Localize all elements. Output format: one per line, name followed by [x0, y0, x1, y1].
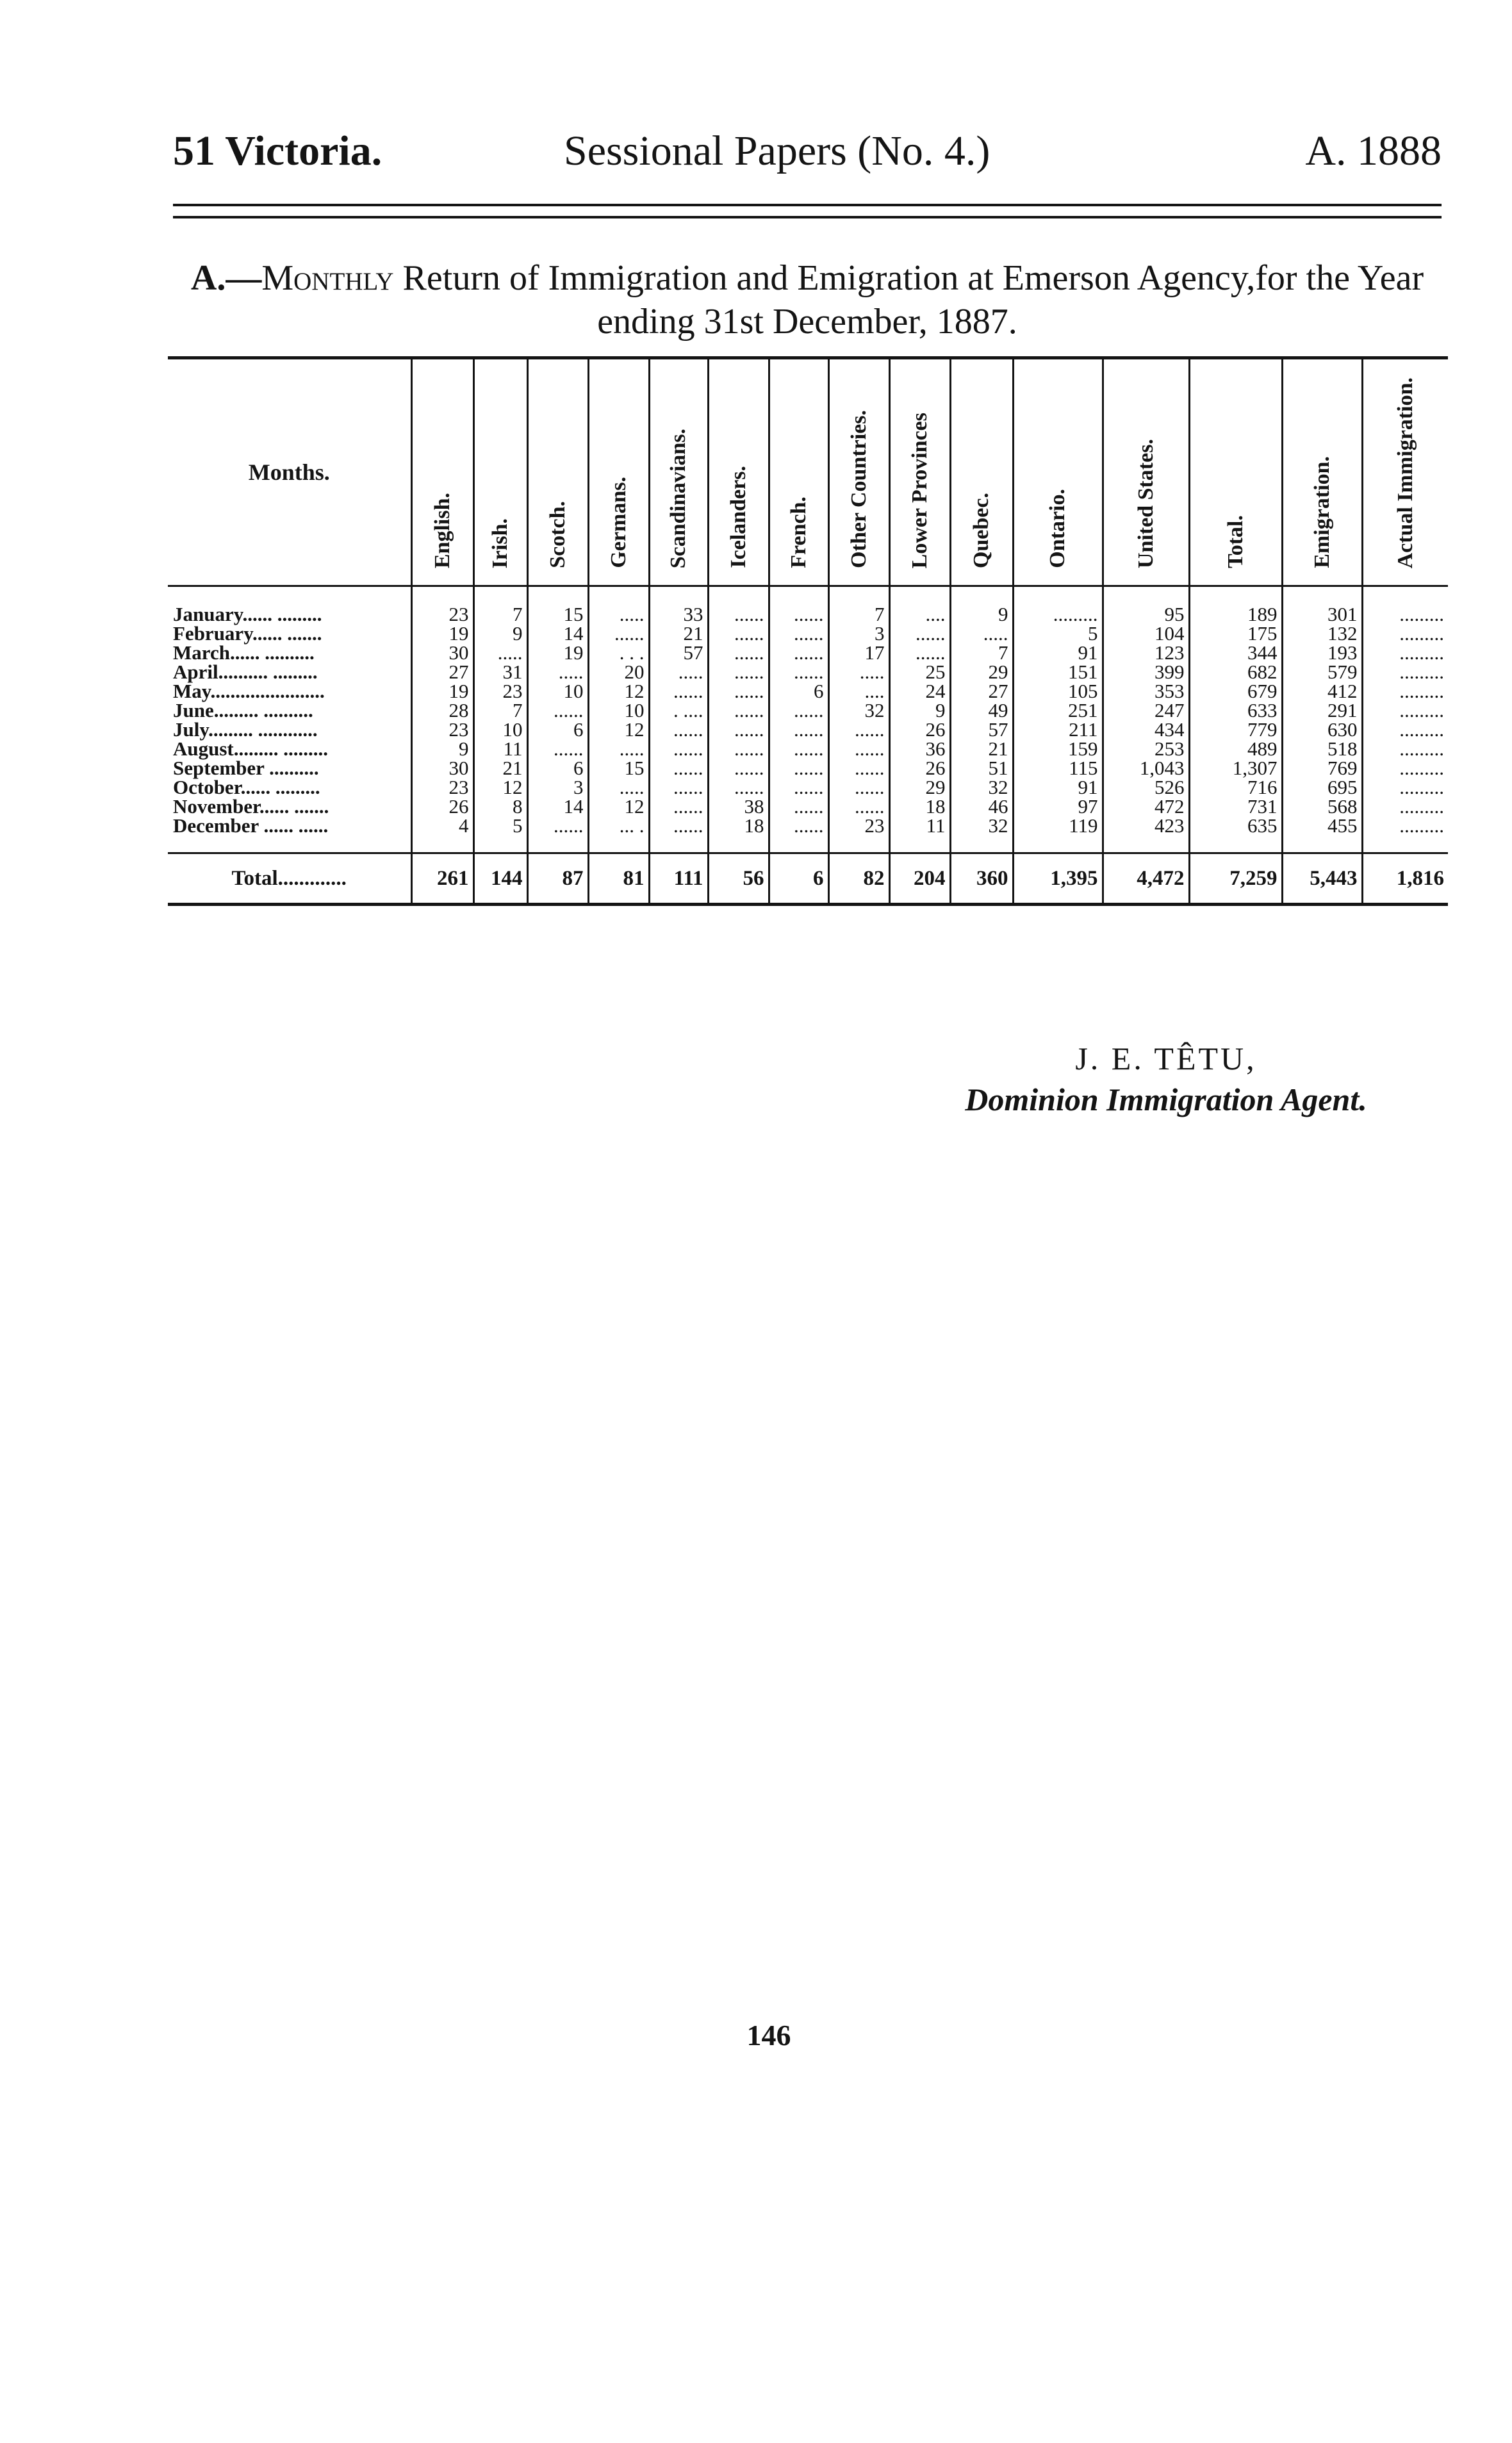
table-cell: ...... — [649, 759, 708, 778]
table-cell: 472 — [1103, 797, 1189, 816]
table-cell: ...... — [769, 759, 828, 778]
table-cell: 27 — [411, 662, 473, 682]
total-cell: 5,443 — [1282, 853, 1362, 905]
table-cell: 630 — [1282, 720, 1362, 739]
total-cell: 261 — [411, 853, 473, 905]
table-cell: 91 — [1013, 778, 1103, 797]
month-label: June......... .......... — [173, 699, 313, 721]
column-header: Scandinavians. — [649, 358, 708, 586]
table-cell: ..... — [588, 778, 649, 797]
table-cell: ..... — [649, 662, 708, 682]
total-cell: 82 — [828, 853, 889, 905]
table-cell: ...... — [708, 759, 769, 778]
column-header: Scotch. — [527, 358, 588, 586]
immigration-table — [168, 356, 1448, 906]
table-cell: 4 — [411, 816, 473, 835]
table-cell: 455 — [1282, 816, 1362, 835]
title-monthly: Monthly — [261, 258, 394, 298]
table-cell: ...... — [828, 720, 889, 739]
table-cell: ...... — [708, 720, 769, 739]
table-cell: 12 — [473, 778, 527, 797]
table-cell: 10 — [527, 682, 588, 701]
table-cell: ...... — [769, 778, 828, 797]
table-cell: 51 — [950, 759, 1013, 778]
table-cell: ...... — [649, 816, 708, 835]
table-cell: 18 — [708, 816, 769, 835]
spacer-row — [168, 586, 1448, 605]
table-cell: 29 — [950, 662, 1013, 682]
table-cell: 95 — [1103, 605, 1189, 624]
table-cell: ..... — [588, 605, 649, 624]
column-header: United States. — [1103, 358, 1189, 586]
table-cell: ...... — [649, 720, 708, 739]
table-cell: 6 — [527, 759, 588, 778]
table-cell: ..... — [950, 624, 1013, 643]
table-cell: ..... — [473, 643, 527, 662]
table-cell: ......... — [1362, 624, 1448, 643]
table-cell: 3 — [527, 778, 588, 797]
table-cell: 57 — [649, 643, 708, 662]
month-label: April.......... ......... — [173, 661, 318, 683]
table-cell: 14 — [527, 624, 588, 643]
month-label: May....................... — [173, 680, 325, 702]
table-cell: 38 — [708, 797, 769, 816]
table-cell: ......... — [1362, 816, 1448, 835]
year-label: A. 1888 — [1305, 127, 1442, 174]
table-row — [168, 643, 1448, 662]
month-label: September .......... — [173, 757, 319, 779]
table-cell: 7 — [473, 701, 527, 720]
table-cell: 9 — [411, 739, 473, 759]
table-cell: 6 — [769, 682, 828, 701]
table-cell: 1,307 — [1189, 759, 1282, 778]
table-cell: ......... — [1013, 605, 1103, 624]
table-cell: 679 — [1189, 682, 1282, 701]
table-cell: 20 — [588, 662, 649, 682]
table-cell: 33 — [649, 605, 708, 624]
table-cell: ...... — [588, 624, 649, 643]
spacer-row — [168, 835, 1448, 853]
table-cell: 49 — [950, 701, 1013, 720]
table-cell: 9 — [950, 605, 1013, 624]
table-cell: ...... — [527, 739, 588, 759]
table-cell: .... — [828, 682, 889, 701]
table-cell: 23 — [411, 778, 473, 797]
table-cell: 29 — [889, 778, 950, 797]
table-cell: 175 — [1189, 624, 1282, 643]
table-cell: ......... — [1362, 682, 1448, 701]
column-header: Irish. — [473, 358, 527, 586]
table-cell: ......... — [1362, 662, 1448, 682]
table-cell: ...... — [708, 778, 769, 797]
table-cell: ......... — [1362, 643, 1448, 662]
table-cell: 23 — [828, 816, 889, 835]
page-number: 146 — [746, 2019, 791, 2052]
column-header: Ontario. — [1013, 358, 1103, 586]
table-cell: ...... — [649, 778, 708, 797]
table-cell: ...... — [828, 739, 889, 759]
signature-name: J. E. TÊTU, — [1075, 1041, 1257, 1076]
table-cell: 695 — [1282, 778, 1362, 797]
table-cell: 682 — [1189, 662, 1282, 682]
table-cell: 779 — [1189, 720, 1282, 739]
table-cell: 19 — [527, 643, 588, 662]
table-cell: ...... — [527, 816, 588, 835]
table-cell: 91 — [1013, 643, 1103, 662]
table-cell: 5 — [473, 816, 527, 835]
table-cell: 526 — [1103, 778, 1189, 797]
table-cell: 26 — [411, 797, 473, 816]
title-rest: Return of Immigration and Emigration at Emerson Agency,for the Year — [393, 258, 1424, 298]
table-cell: 353 — [1103, 682, 1189, 701]
table-cell: . . . — [588, 643, 649, 662]
months-header: Months. — [168, 358, 411, 586]
table-cell: 412 — [1282, 682, 1362, 701]
table-cell: 31 — [473, 662, 527, 682]
running-head — [173, 126, 1442, 177]
table-cell: 24 — [889, 682, 950, 701]
table-cell: ......... — [1362, 778, 1448, 797]
table-cell: ......... — [1362, 797, 1448, 816]
table-cell: 189 — [1189, 605, 1282, 624]
table-cell: 28 — [411, 701, 473, 720]
table-cell: 5 — [1013, 624, 1103, 643]
table-cell: ...... — [769, 797, 828, 816]
header-rule-top — [173, 204, 1442, 206]
table-cell: ..... — [828, 662, 889, 682]
table-row — [168, 739, 1448, 759]
table-header-row — [168, 358, 1448, 586]
table-cell: 769 — [1282, 759, 1362, 778]
table-cell: 12 — [588, 720, 649, 739]
table-cell: 193 — [1282, 643, 1362, 662]
table-cell: 32 — [828, 701, 889, 720]
table-cell: 434 — [1103, 720, 1189, 739]
table-cell: 15 — [588, 759, 649, 778]
table-cell: 301 — [1282, 605, 1362, 624]
table-cell: 151 — [1013, 662, 1103, 682]
table-cell: ...... — [708, 701, 769, 720]
table-cell: ...... — [708, 605, 769, 624]
table-cell: ...... — [708, 682, 769, 701]
table-cell: 132 — [1282, 624, 1362, 643]
table-cell: 11 — [473, 739, 527, 759]
table-cell: ...... — [708, 624, 769, 643]
table-cell: 344 — [1189, 643, 1282, 662]
table-cell: 105 — [1013, 682, 1103, 701]
column-header: Icelanders. — [708, 358, 769, 586]
table-cell: 97 — [1013, 797, 1103, 816]
total-cell: 111 — [649, 853, 708, 905]
table-cell: 119 — [1013, 816, 1103, 835]
table-row — [168, 816, 1448, 835]
header-rule-bottom — [173, 216, 1442, 218]
table-cell: 46 — [950, 797, 1013, 816]
table-row — [168, 778, 1448, 797]
table-cell: ...... — [889, 624, 950, 643]
table-cell: ...... — [708, 643, 769, 662]
table-cell: 7 — [950, 643, 1013, 662]
total-cell: 81 — [588, 853, 649, 905]
table-cell: 14 — [527, 797, 588, 816]
table-cell: 635 — [1189, 816, 1282, 835]
table-cell: 17 — [828, 643, 889, 662]
table-row — [168, 701, 1448, 720]
table-cell: 25 — [889, 662, 950, 682]
table-cell: ......... — [1362, 605, 1448, 624]
table-cell: ...... — [769, 605, 828, 624]
table-cell: ......... — [1362, 739, 1448, 759]
table-cell: ...... — [769, 624, 828, 643]
total-label: Total............. — [168, 853, 411, 905]
column-header: Emigration. — [1282, 358, 1362, 586]
column-header: Total. — [1189, 358, 1282, 586]
table-cell: ...... — [769, 720, 828, 739]
month-label: July......... ............ — [173, 718, 318, 741]
table-cell: 3 — [828, 624, 889, 643]
table-cell: 32 — [950, 778, 1013, 797]
series-label: Sessional Papers (No. 4.) — [564, 127, 990, 174]
table-cell: 7 — [473, 605, 527, 624]
table-cell: 36 — [889, 739, 950, 759]
table-title-line-2: ending 31st December, 1887. — [597, 302, 1017, 341]
month-label: August......... ......... — [173, 737, 329, 760]
column-header: Lower Provinces — [889, 358, 950, 586]
table-row — [168, 682, 1448, 701]
table-cell: 211 — [1013, 720, 1103, 739]
table-cell: 1,043 — [1103, 759, 1189, 778]
table-cell: ...... — [708, 662, 769, 682]
table-cell: 579 — [1282, 662, 1362, 682]
total-cell: 4,472 — [1103, 853, 1189, 905]
month-label: March...... .......... — [173, 641, 315, 664]
table-cell: ...... — [769, 701, 828, 720]
table-cell: 23 — [411, 605, 473, 624]
table-row — [168, 720, 1448, 739]
table-cell: 30 — [411, 759, 473, 778]
table-cell: 27 — [950, 682, 1013, 701]
total-row — [168, 853, 1448, 905]
table-cell: 9 — [889, 701, 950, 720]
signature-title: Dominion Immigration Agent. — [965, 1082, 1367, 1117]
table-row — [168, 662, 1448, 682]
total-cell: 144 — [473, 853, 527, 905]
table-cell: 8 — [473, 797, 527, 816]
table-cell: 7 — [828, 605, 889, 624]
table-cell: 104 — [1103, 624, 1189, 643]
table-cell: 291 — [1282, 701, 1362, 720]
table-cell: 568 — [1282, 797, 1362, 816]
table-cell: ......... — [1362, 701, 1448, 720]
table-cell: 253 — [1103, 739, 1189, 759]
table-cell: 251 — [1013, 701, 1103, 720]
table-cell: 10 — [588, 701, 649, 720]
table-cell: ...... — [708, 739, 769, 759]
table-cell: 159 — [1013, 739, 1103, 759]
title-lead: A.— — [190, 258, 262, 298]
column-header: Quebec. — [950, 358, 1013, 586]
column-header: Other Countries. — [828, 358, 889, 586]
table-cell: 247 — [1103, 701, 1189, 720]
table-cell: ... . — [588, 816, 649, 835]
table-cell: 21 — [473, 759, 527, 778]
table-cell: . .... — [649, 701, 708, 720]
table-cell: ...... — [828, 759, 889, 778]
table-cell: ...... — [769, 662, 828, 682]
table-cell: .... — [889, 605, 950, 624]
table-cell: ..... — [527, 662, 588, 682]
total-cell: 6 — [769, 853, 828, 905]
table-cell: ...... — [889, 643, 950, 662]
table-cell: ...... — [828, 778, 889, 797]
table-cell: 21 — [649, 624, 708, 643]
table-cell: 633 — [1189, 701, 1282, 720]
table-cell: ...... — [828, 797, 889, 816]
table-row — [168, 624, 1448, 643]
total-cell: 204 — [889, 853, 950, 905]
table-cell: 518 — [1282, 739, 1362, 759]
column-header: Germans. — [588, 358, 649, 586]
table-cell: 23 — [473, 682, 527, 701]
table-cell: 11 — [889, 816, 950, 835]
table-cell: 6 — [527, 720, 588, 739]
column-header: Actual Immigration. — [1362, 358, 1448, 586]
table-cell: ...... — [769, 739, 828, 759]
table-title-line-1 — [163, 256, 1451, 300]
signature-block — [935, 1038, 1397, 1120]
column-header: English. — [411, 358, 473, 586]
session-label: 51 Victoria. — [173, 127, 382, 174]
table-cell: ...... — [527, 701, 588, 720]
table-cell: 32 — [950, 816, 1013, 835]
total-cell: 360 — [950, 853, 1013, 905]
month-label: January...... ......... — [173, 603, 322, 625]
table-cell: 19 — [411, 682, 473, 701]
table-cell: ...... — [769, 816, 828, 835]
table-cell: 12 — [588, 797, 649, 816]
total-cell: 7,259 — [1189, 853, 1282, 905]
column-header: French. — [769, 358, 828, 586]
total-cell: 1,395 — [1013, 853, 1103, 905]
table-cell: 19 — [411, 624, 473, 643]
table-row — [168, 759, 1448, 778]
table-cell: ......... — [1362, 759, 1448, 778]
table-cell: ...... — [649, 682, 708, 701]
table-cell: 18 — [889, 797, 950, 816]
table-cell: 10 — [473, 720, 527, 739]
table-cell: 123 — [1103, 643, 1189, 662]
table-title — [163, 256, 1451, 343]
table-cell: ...... — [649, 739, 708, 759]
table-cell: 30 — [411, 643, 473, 662]
table-cell: ..... — [588, 739, 649, 759]
month-label: November...... ....... — [173, 795, 329, 818]
total-cell: 1,816 — [1362, 853, 1448, 905]
table-cell: ......... — [1362, 720, 1448, 739]
table-cell: 26 — [889, 759, 950, 778]
total-cell: 87 — [527, 853, 588, 905]
table-cell: 15 — [527, 605, 588, 624]
table-cell: 23 — [411, 720, 473, 739]
table-cell: ...... — [769, 643, 828, 662]
month-label: October...... ......... — [173, 776, 320, 798]
table-body — [168, 586, 1448, 853]
table-cell: 731 — [1189, 797, 1282, 816]
month-label: February...... ....... — [173, 622, 322, 645]
month-label: December ...... ...... — [173, 814, 329, 837]
table-cell: 21 — [950, 739, 1013, 759]
total-cell: 56 — [708, 853, 769, 905]
table-row — [168, 797, 1448, 816]
table-cell: 57 — [950, 720, 1013, 739]
table-cell: 399 — [1103, 662, 1189, 682]
table-cell: 9 — [473, 624, 527, 643]
table-cell: ...... — [649, 797, 708, 816]
table-cell: 115 — [1013, 759, 1103, 778]
table-cell: 489 — [1189, 739, 1282, 759]
table-cell: 423 — [1103, 816, 1189, 835]
table-cell: 12 — [588, 682, 649, 701]
table-row — [168, 605, 1448, 624]
table-cell: 26 — [889, 720, 950, 739]
table-cell: 716 — [1189, 778, 1282, 797]
